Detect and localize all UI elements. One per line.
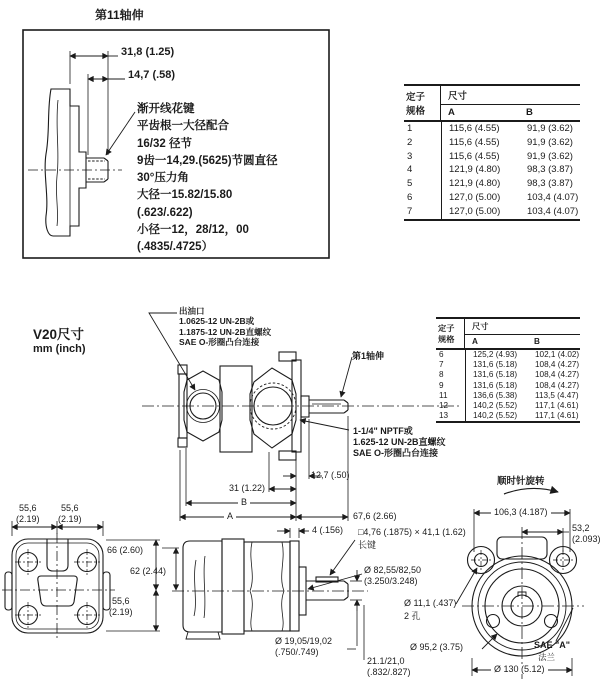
table-row: 6 125,2 (4.93) 102,1 (4.02) [436,350,580,360]
table-row: 12 140,2 (5.52) 117,1 (4.61) [436,401,580,411]
size-header: 尺寸 [465,319,580,335]
inlet-note-line: SAE O-形圈凸台连接 [353,448,439,458]
spline-note-line: 16/32 径节 [137,137,192,150]
dim-shaft-spline: 14,7 (.58) [128,69,176,81]
dim-21-l2: (.832/.827) [367,667,411,677]
dim-53-l1: 53,2 [572,523,590,533]
table-row: 13 140,2 (5.52) 117,1 (4.61) [436,411,580,421]
table-row: 3 115,6 (4.55) 91,9 (3.62) [404,150,580,164]
top-view-dimensions [180,416,348,521]
outlet-port-note [179,306,271,348]
inlet-note-line: 1.625-12 UN-2B直螺纹 [353,437,446,447]
flange-note-l2: 法兰 [538,652,556,662]
dim-21-l1: 21.1/21,0 [367,656,405,666]
spec-header-text: 规格 [406,106,426,117]
inlet-port-note [353,426,446,459]
spec-header [436,319,465,348]
pump-side-view [172,528,368,660]
pump-front-view [456,488,584,681]
spline-note-line: 小径一12，28/12，00 [137,224,249,237]
dim-31: 31 (1.22) [229,483,266,493]
dim-55c-l2: (2.19) [109,607,133,617]
v20-title: V20尺寸 [33,327,85,342]
table-row: 2 115,6 (4.55) 91,9 (3.62) [404,136,580,150]
spline-note-line: 平齿根一大径配合 [137,120,229,133]
dim-12-7: 12,7 (.50) [311,470,350,480]
table-row: 4 121,9 (4.80) 98,3 (3.87) [404,163,580,177]
spec-header-text: 定子 [438,323,455,333]
dim-4: 4 (.156) [312,525,344,535]
spec-header [404,86,441,120]
dim-key-label: 长键 [358,540,377,550]
table-row: 9 131,6 (5.18) 108,4 (4.27) [436,381,580,391]
column-a-header: A [472,337,478,346]
dim-62: 62 (2.44) [130,566,167,576]
shaft-detail-title: 第11轴伸 [95,8,144,22]
column-a-header: A [448,107,455,118]
size-header: 尺寸 [441,86,580,105]
dim-55b-l2: (2.19) [58,514,82,524]
spline-note-line: 大径一15.82/15.80 [137,189,233,202]
spline-notes [137,101,278,257]
shaft-callout: 第1轴伸 [352,351,385,361]
stator-table-upper [404,84,580,221]
outlet-note-line: 1.1875-12 UN-2B直螺纹 [179,326,272,337]
table-row: 6 127,0 (5.00) 103,4 (4.07) [404,191,580,205]
dim-11-l2: 2 孔 [404,611,421,621]
dim-66: 66 (2.60) [107,545,144,555]
table-row: 7 127,0 (5.00) 103,4 (4.07) [404,205,580,219]
v20-units: mm (inch) [33,343,86,355]
dim-shaft-overall: 31,8 (1.25) [121,46,175,58]
spline-note-line: 9齿一14,29.(5625)节圆直径 [137,154,278,167]
spec-header-text: 定子 [406,92,426,103]
dim-67-6: 67,6 (2.66) [353,511,397,521]
outlet-note-line: SAE O-形圈凸台连接 [179,337,260,348]
dim-key-spec: □4,76 (.1875) × 41,1 (1.62) [358,527,466,537]
table-row: 11 136,6 (5.38) 113,5 (4.47) [436,391,580,401]
dim-53-l2: (2.093) [572,534,601,544]
dim-19-l2: (.750/.749) [275,647,319,657]
dim-19-l1: Ø 19,05/19,02 [275,636,333,646]
dim-130: Ø 130 (5.12) [491,664,548,674]
dim-82-l1: Ø 82,55/82,50 [364,565,422,575]
dim-b-label: B [238,497,250,507]
table-row: 5 121,9 (4.80) 98,3 (3.87) [404,177,580,191]
dim-95: Ø 95,2 (3.75) [410,642,464,652]
inlet-note-line: 1-1/4" NPTF或 [353,426,413,436]
table-header [436,319,580,350]
dim-55a-l2: (2.19) [16,514,40,524]
spline-note-line: 渐开线花键 [137,103,195,115]
table-row: 1 115,6 (4.55) 91,9 (3.62) [404,122,580,136]
dim-a-label: A [224,511,236,521]
flange-note-l1: SAE "A" [534,640,571,650]
spline-note-line: (.623/.622) [137,206,193,219]
spline-note-line: (.4835/.4725） [137,241,214,254]
dim-55b-l1: 55,6 [61,503,79,513]
table-row: 8 131,6 (5.18) 108,4 (4.27) [436,370,580,380]
dim-55a-l1: 55,6 [19,503,37,513]
dim-106: 106,3 (4.187) [491,507,551,517]
dim-82-l2: (3.250/3.248) [364,576,418,586]
spec-header-text: 规格 [438,334,455,344]
stator-table-lower [436,317,580,423]
dim-11-l1: Ø 11,1 (.437) [404,598,457,608]
outlet-note-line: 1.0625-12 UN-2B或 [179,316,255,327]
pump-rear-view [2,521,179,638]
spline-note-line: 30°压力角 [137,172,189,185]
table-row: 7 131,6 (5.18) 108,4 (4.27) [436,360,580,370]
column-b-header: B [526,107,533,118]
table-header [404,86,580,122]
dim-55c-l1: 55,6 [112,596,130,606]
rotation-note: 顺时针旋转 [497,476,545,487]
column-b-header: B [534,337,540,346]
outlet-note-line: 出油口 [179,306,205,316]
